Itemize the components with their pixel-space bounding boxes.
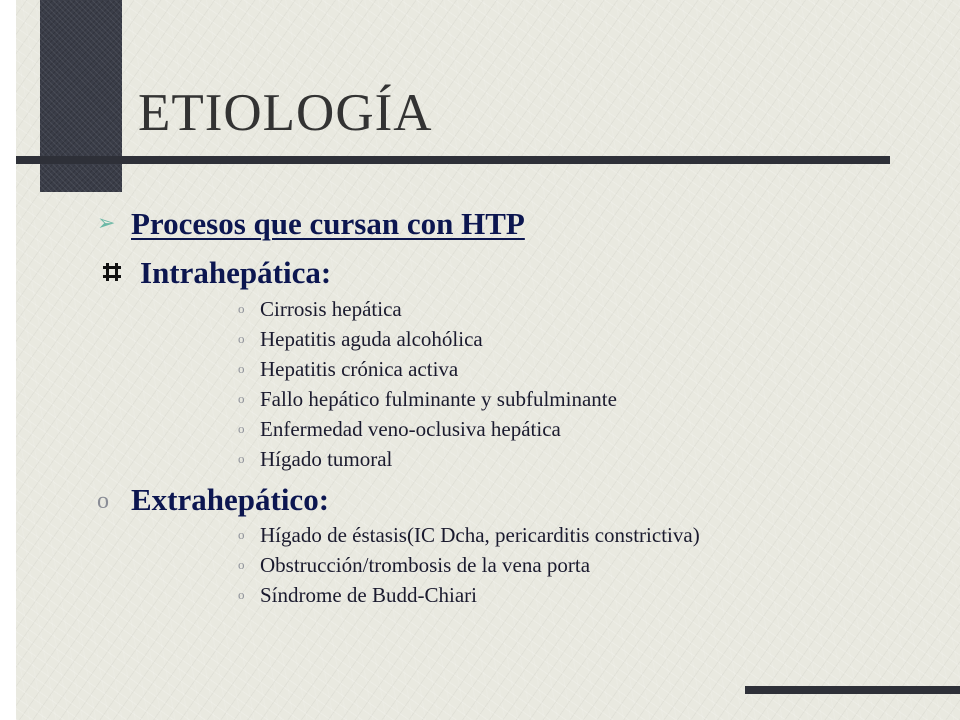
list-item-text: Síndrome de Budd-Chiari — [260, 583, 477, 607]
circle-bullet-icon: o — [238, 527, 245, 542]
slide — [16, 0, 960, 720]
slide-heading: Procesos que cursan con HTP — [131, 206, 525, 241]
circle-bullet-icon: o — [238, 451, 245, 466]
circle-bullet-icon: o — [238, 391, 245, 406]
circle-bullet-icon: o — [238, 587, 245, 602]
circle-bullet-icon: o — [238, 361, 245, 376]
arrow-bullet-icon: ➢ — [97, 211, 116, 236]
section-label: Extrahepático: — [131, 482, 330, 517]
list-item-text: Hígado de éstasis(IC Dcha, pericarditis constrictiva) — [260, 523, 700, 547]
slide-title: ETIOLOGÍA — [138, 84, 433, 142]
circle-bullet-icon: o — [238, 421, 245, 436]
list-item-text: Fallo hepático fulminante y subfulminante — [260, 387, 617, 411]
title-divider-line — [16, 156, 890, 164]
list-item-text: Hígado tumoral — [260, 447, 393, 471]
footer-divider-line — [745, 686, 960, 694]
list-item-text: Enfermedad veno-oclusiva hepática — [260, 417, 561, 441]
list-item-text: Obstrucción/trombosis de la vena porta — [260, 553, 591, 577]
list-item-text: Hepatitis crónica activa — [260, 357, 459, 381]
circle-bullet-icon: o — [238, 557, 245, 572]
circle-bullet-icon: o — [238, 331, 245, 346]
list-item-text: Hepatitis aguda alcohólica — [260, 327, 483, 351]
circle-bullet-icon: o — [238, 301, 245, 316]
section-label: Intrahepática: — [140, 255, 332, 290]
hash-bullet-icon — [103, 263, 121, 281]
circle-bullet-icon: o — [97, 488, 109, 514]
list-item-text: Cirrosis hepática — [260, 297, 402, 321]
